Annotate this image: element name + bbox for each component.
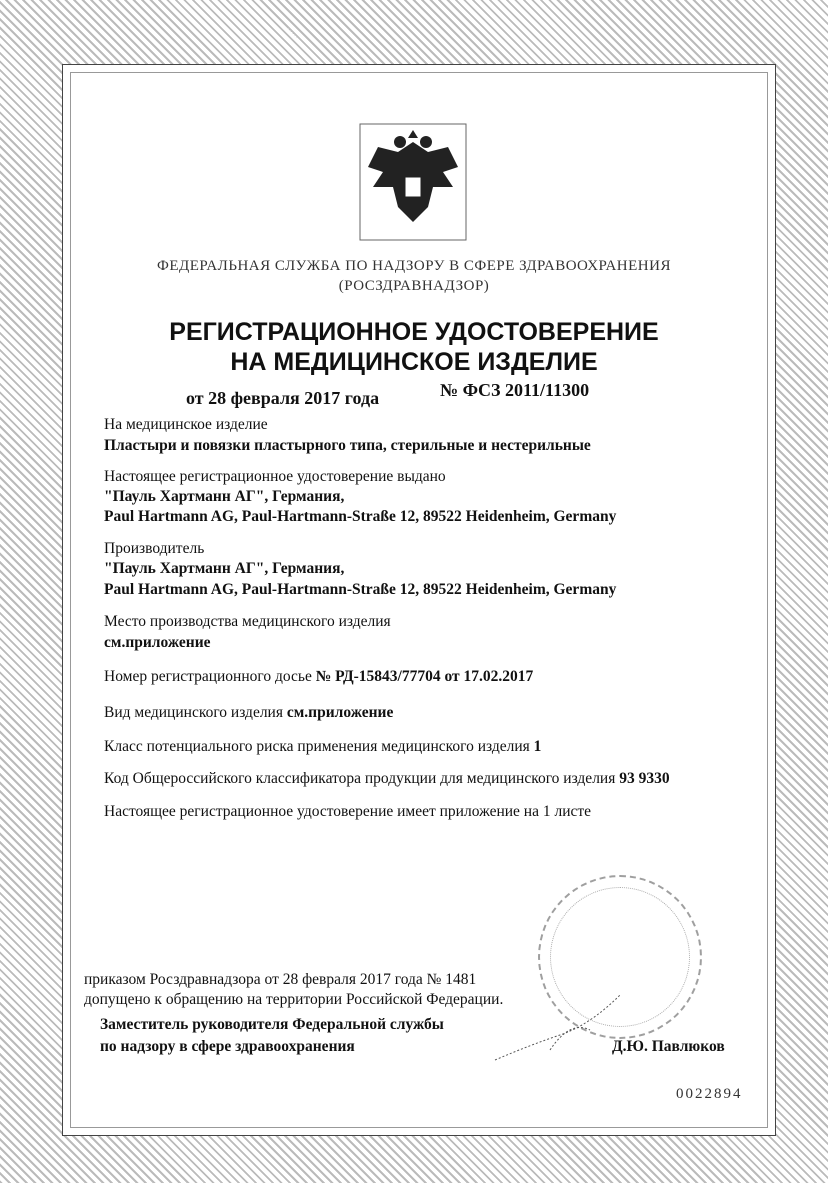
risk-line	[104, 738, 541, 756]
maker-line1: "Пауль Хартманн АГ", Германия,	[104, 560, 345, 577]
issued-label: Настоящее регистрационное удостоверение выдано	[104, 468, 446, 485]
order-line2: допущено к обращению на территории Российской Федерации.	[84, 991, 504, 1008]
dossier-value: № РД-15843/77704 от 17.02.2017	[315, 668, 534, 685]
device-value: Пластыри и повязки пластырного типа, стерильные и нестерильные	[104, 437, 591, 454]
okp-value: 93 9330	[619, 770, 670, 787]
maker-line2: Paul Hartmann AG, Paul-Hartmann-Straße 12, 89522 Heidenheim, Germany	[104, 581, 617, 598]
maker-label: Производитель	[104, 540, 205, 557]
dossier-line	[104, 668, 533, 686]
device-label: На медицинское изделие	[104, 416, 268, 433]
place-value: см.приложение	[104, 634, 211, 651]
signer-name: Д.Ю. Павлюков	[612, 1038, 725, 1055]
signer-title-line2: по надзору в сфере здравоохранения	[100, 1038, 355, 1055]
dossier-label: Номер регистрационного досье	[104, 668, 316, 685]
place-label: Место производства медицинского изделия	[104, 613, 391, 630]
appendix-note: Настоящее регистрационное удостоверение имеет приложение на 1 листе	[104, 803, 592, 820]
issue-date: от 28 февраля 2017 года	[186, 388, 380, 408]
kind-label: Вид медицинского изделия	[104, 704, 287, 721]
document-title-line1: РЕГИСТРАЦИОННОЕ УДОСТОВЕРЕНИЕ	[169, 318, 659, 346]
issued-line2: Paul Hartmann AG, Paul-Hartmann-Straße 12, 89522 Heidenheim, Germany	[104, 508, 617, 525]
okp-line	[104, 770, 670, 788]
signer-title-line1: Заместитель руководителя Федеральной службы	[100, 1016, 444, 1033]
risk-label: Класс потенциального риска применения медицинского изделия	[104, 738, 534, 755]
serial-number: 0022894	[676, 1086, 743, 1102]
kind-line	[104, 704, 393, 722]
agency-name: ФЕДЕРАЛЬНАЯ СЛУЖБА ПО НАДЗОРУ В СФЕРЕ ЗДРАВООХРАНЕНИЯ	[157, 258, 671, 274]
kind-value: см.приложение	[286, 704, 394, 721]
coat-of-arms-emblem	[358, 122, 468, 242]
certificate-number: № ФСЗ 2011/11300	[440, 380, 590, 400]
document-title-line2: НА МЕДИЦИНСКОЕ ИЗДЕЛИЕ	[230, 348, 598, 376]
signature	[490, 990, 630, 1070]
order-line1: приказом Росздравнадзора от 28 февраля 2017 года № 1481	[84, 971, 477, 988]
issued-line1: "Пауль Хартманн АГ", Германия,	[104, 488, 345, 505]
risk-value: 1	[533, 738, 542, 755]
agency-short-name: (РОСЗДРАВНАДЗОР)	[338, 278, 490, 294]
okp-label: Код Общероссийского классификатора продукции для медицинского изделия	[104, 770, 620, 787]
